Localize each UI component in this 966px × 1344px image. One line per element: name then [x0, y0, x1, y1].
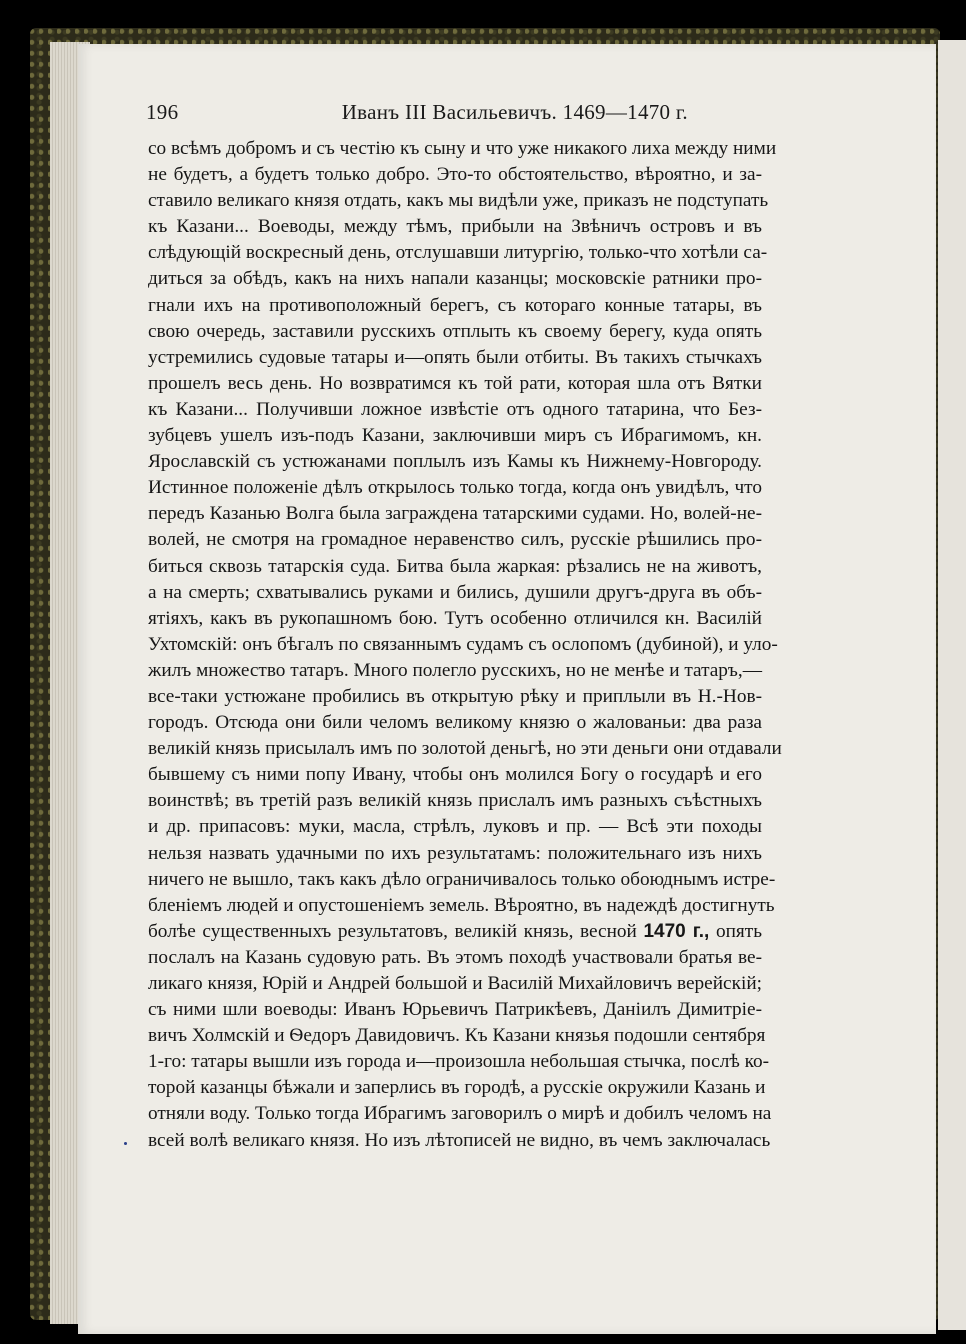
text-line: и др. припасовъ: муки, масла, стрѣлъ, луковъ и пр. — Всѣ эти походы [148, 816, 762, 838]
next-page-edge [938, 40, 966, 1330]
text-line: бывшему съ ними попу Ивану, чтобы онъ молился Богу о государѣ и его [148, 764, 762, 786]
text-line: а на смерть; схватывались руками и бились, душили другъ-друга въ объ- [148, 581, 762, 603]
text-line: ликаго князя, Юрій и Андрей большой и Василій Михайловичъ верейскій; [148, 973, 762, 994]
text-fragment: опять [715, 920, 762, 942]
text-line: отняли воду. Только тогда Ибрагимъ заговорилъ о мирѣ и добилъ челомъ на [148, 1103, 772, 1125]
text-line: воинствѣ; въ третій разъ великій князь прислалъ имъ разныхъ съѣстныхъ [148, 790, 762, 812]
text-line: съ ними шли воеводы: Иванъ Юрьевичъ Патрикѣевъ, Даніилъ Димитріе- [148, 999, 762, 1021]
text-line: со всѣмъ добромъ и съ честію къ сыну и что уже никакого лиха между ними [148, 138, 777, 159]
text-line: бленіемъ людей и опустошеніемъ земель. Вѣроятно, въ надеждѣ достигнуть [148, 894, 775, 916]
text-line: прошелъ весь день. Но возвратимся къ той рати, которая шла отъ Вятки [148, 372, 762, 394]
text-line: устремились судовые татары и—опять были отбиты. Въ такихъ стычкахъ [148, 346, 762, 368]
text-line: 1-го: татары вышли изъ города и—произошла небольшая стычка, послѣ ко- [148, 1051, 770, 1073]
text-line: гнали ихъ на противоположный берегъ, съ котораго конные татары, въ [148, 294, 762, 316]
text-line: великій князь присылалъ имъ по золотой деньгѣ, но эти деньги они отдавали [148, 738, 782, 760]
text-line: не будетъ, а будетъ только добро. Это-то обстоятельство, вѣроятно, и за- [148, 164, 762, 186]
text-line: послалъ на Казань судовую рать. Въ этомъ походѣ участвовали братья ве- [148, 946, 762, 968]
text-line: ставило великаго князя отдать, какъ мы видѣли уже, приказъ не подступать [148, 190, 769, 212]
text-line: Ухтомскій: онъ бѣгалъ по связаннымъ судамъ съ ослопомъ (дубиной), и уло- [148, 633, 778, 655]
text-line: Истинное положеніе дѣлъ открылось только тогда, когда онъ увидѣлъ, что [148, 477, 762, 499]
text-line: Ярославскій съ устюжанами поплылъ изъ Камы къ Нижнему-Новгороду. [148, 451, 762, 473]
text-line: диться за обѣдъ, какъ на нихъ напали казанцы; московскіе ратники про- [148, 268, 762, 290]
text-line: всей волѣ великаго князя. Но изъ лѣтописей не видно, въ чемъ заключалась [148, 1129, 771, 1151]
text-line: биться сквозь татарскія суда. Битва была жаркая: рѣзались не на животъ, [148, 555, 762, 577]
running-title: Иванъ III Васильевичъ. 1469—1470 г. [341, 100, 688, 124]
text-line: зубцевъ ушелъ изъ-подъ Казани, заключивши миръ съ Ибрагимомъ, кн. [148, 425, 762, 447]
text-line: ятіяхъ, какъ въ рукопашномъ бою. Тутъ особенно отличился кн. Василій [148, 607, 762, 629]
text-fragment: болѣе существенныхъ результатовъ, великій князь, весной [148, 920, 637, 942]
text-line: слѣдующій воскресный день, отслушавши литургію, только-что хотѣли са- [148, 242, 768, 264]
year-marker: 1470 г., [643, 920, 710, 942]
text-line: свою очередь, заставили русскихъ отплыть къ своему берегу, куда опять [148, 320, 762, 342]
page-number: 196 [146, 100, 179, 124]
text-line: торой казанцы бѣжали и заперлись въ городѣ, а русскіе окружили Казань и [148, 1077, 766, 1099]
page-header [146, 100, 688, 130]
text-line: къ Казани... Получивши ложное извѣстіе отъ одного татарина, что Без- [148, 398, 762, 420]
text-line: къ Казани... Воеводы, между тѣмъ, прибыли на Звѣничъ островъ и въ [148, 216, 762, 238]
ink-speck [124, 1142, 127, 1145]
text-line [148, 919, 762, 945]
text-line: волей, не смотря на громадное неравенство силъ, русскіе рѣшились про- [148, 529, 762, 551]
text-line: городъ. Отсюда они били челомъ великому князю о жалованьи: два раза [148, 712, 762, 734]
body-text [148, 136, 782, 1154]
text-line: все-таки устюжане пробились въ открытую рѣку и приплыли въ Н.-Нов- [148, 685, 762, 707]
text-line: нельзя назвать удачными по ихъ результатамъ: положительнаго изъ нихъ [148, 842, 762, 864]
text-line: передъ Казанью Волга была заграждена татарскими судами. Но, волей-не- [148, 503, 762, 525]
text-line: вичъ Холмскій и Ѳедоръ Давидовичъ. Къ Казани князья подошли сентября [148, 1025, 766, 1047]
text-line: ничего не вышло, такъ какъ дѣло ограничивалось только обоюднымъ истре- [148, 868, 776, 890]
text-line: жилъ множество татаръ. Много полегло русскихъ, но не менѣе и татаръ,— [148, 659, 762, 681]
